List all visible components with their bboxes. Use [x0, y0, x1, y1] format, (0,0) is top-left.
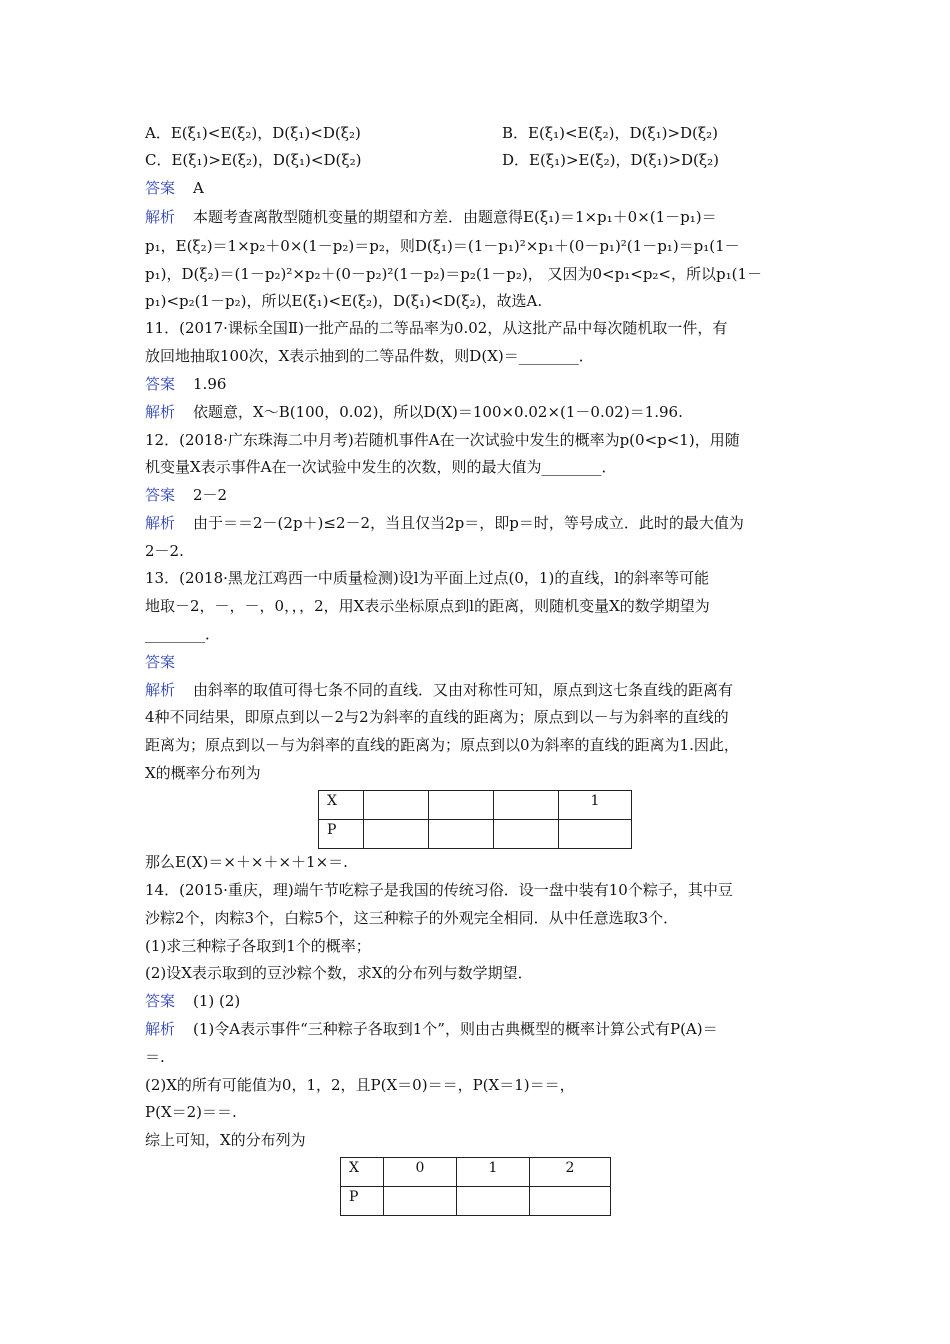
q11-analysis-text: 依题意，X～B(100，0.02)，所以D(X)＝100×0.02×(1－0.02)＝1.96.	[193, 403, 683, 421]
q14-text-4: (2)设X表示取到的豆沙粽个数，求X的分布列与数学期望．	[145, 964, 533, 982]
q12-text-2: 机变量X表示事件A在一次试验中发生的次数，则的最大值为________．	[145, 458, 617, 476]
q11-stem-1	[145, 317, 805, 339]
q10-analysis-3	[145, 263, 805, 285]
q12-analysis-text-2: 2－2.	[145, 542, 184, 560]
q12-answer	[145, 484, 805, 506]
q13-expectation	[145, 851, 805, 873]
q13-text-3: ________．	[145, 625, 221, 643]
q14-stem-3	[145, 935, 805, 957]
option-a: A．E(ξ₁)<E(ξ₂)，D(ξ₁)<D(ξ₂)	[145, 124, 361, 142]
table-cell	[429, 820, 494, 849]
table-cell	[494, 791, 559, 820]
q14-text-2: 沙粽2个，肉粽3个，白粽5个，这三种粽子的外观完全相同．从中任意选取3个．	[145, 909, 679, 927]
table-row	[341, 1187, 611, 1216]
q11-text-2: 放回地抽取100次，X表示抽到的二等品件数，则D(X)＝________．	[145, 347, 594, 365]
q14-stem-2	[145, 907, 805, 929]
analysis-label: 解析	[145, 403, 176, 421]
table-cell	[364, 791, 429, 820]
q13-distribution-table	[318, 790, 632, 849]
answer-label: 答案	[145, 375, 176, 393]
table-row	[341, 1158, 611, 1187]
q13-analysis-4	[145, 762, 805, 784]
q11-answer-value: 1.96	[193, 375, 227, 393]
q14-stem-1	[145, 879, 805, 901]
q12-stem-1	[145, 429, 805, 451]
option-row-ab	[145, 122, 805, 144]
q13-text-1: 13．(2018·黑龙江鸡西一中质量检测)设l为平面上过点(0，1)的直线，l的斜率等可能	[145, 569, 710, 587]
option-b: B．E(ξ₁)<E(ξ₂)，D(ξ₁)>D(ξ₂)	[502, 124, 719, 142]
table-cell	[429, 791, 494, 820]
q14-analysis-text-2: ＝.	[145, 1048, 165, 1066]
q10-answer-value: A	[193, 179, 204, 197]
q12-answer-value: 2－2	[193, 486, 228, 504]
q14-stem-4	[145, 962, 805, 984]
q14-analysis-3	[145, 1074, 805, 1096]
q12-analysis-text-1: 由于＝＝2－(2p＋)≤2－2，当且仅当2p＝，即p＝时，等号成立．此时的最大值为	[193, 514, 744, 532]
analysis-label: 解析	[145, 681, 176, 699]
analysis-label: 解析	[145, 208, 176, 226]
table-cell-value: 1	[457, 1158, 530, 1187]
q12-analysis-2	[145, 540, 805, 562]
table-cell	[457, 1187, 530, 1216]
q14-analysis-text-3: (2)X的所有可能值为0，1，2，且P(X＝0)＝＝，P(X＝1)＝＝，	[145, 1076, 575, 1094]
q12-stem-2	[145, 456, 805, 478]
q11-analysis	[145, 401, 805, 423]
analysis-label: 解析	[145, 514, 176, 532]
q13-expectation-text: 那么E(X)＝×＋×＋×＋1×＝.	[145, 853, 348, 871]
q13-analysis-text-1: 由斜率的取值可得七条不同的直线．又由对称性可知，原点到这七条直线的距离有	[193, 681, 734, 699]
q14-answer	[145, 990, 805, 1012]
q14-analysis-2	[145, 1046, 805, 1068]
q14-analysis-5	[145, 1129, 805, 1151]
q11-stem-2	[145, 345, 805, 367]
table-cell-value: 2	[530, 1158, 611, 1187]
q14-text-1: 14．(2015·重庆，理)端午节吃粽子是我国的传统习俗．设一盘中装有10个粽子，其中豆	[145, 881, 733, 899]
q14-analysis-text-5: 综上可知，X的分布列为	[145, 1131, 306, 1149]
q14-answer-value: (1) (2)	[193, 992, 241, 1010]
q14-analysis-4	[145, 1101, 805, 1123]
q13-stem-2	[145, 595, 805, 617]
q13-answer	[145, 651, 805, 673]
q11-answer	[145, 373, 805, 395]
table-cell	[364, 820, 429, 849]
q13-analysis-text-3: 距离为；原点到以－与为斜率的直线的距离为；原点到以0为斜率的直线的距离为1.因此，	[145, 736, 739, 754]
table-cell-p-header: P	[319, 820, 364, 849]
q10-analysis-text-2: p₁，E(ξ₂)＝1×p₂＋0×(1－p₂)＝p₂，则D(ξ₁)＝(1－p₁)²×p₁＋(0－p₁)²(1－p₁)＝p₁(1－	[145, 237, 740, 255]
q11-text-1: 11．(2017·课标全国Ⅱ)一批产品的二等品率为0.02，从这批产品中每次随机取一件，有	[145, 319, 728, 337]
table-cell	[530, 1187, 611, 1216]
q10-analysis-1	[145, 206, 805, 228]
answer-label: 答案	[145, 992, 176, 1010]
q13-stem-1	[145, 567, 805, 589]
q14-analysis-1	[145, 1018, 805, 1040]
table-cell-x-header: X	[341, 1158, 384, 1187]
q14-analysis-text-1: (1)令A表示事件“三种粽子各取到1个”，则由古典概型的概率计算公式有P(A)＝	[193, 1020, 718, 1038]
table-cell	[384, 1187, 457, 1216]
q10-answer	[145, 177, 805, 199]
table-cell	[559, 820, 632, 849]
q10-analysis-text-4: p₁)<p₂(1－p₂)，所以E(ξ₁)<E(ξ₂)，D(ξ₁)<D(ξ₂)，故选A.	[145, 292, 543, 310]
q10-analysis-text-1: 本题考查离散型随机变量的期望和方差．由题意得E(ξ₁)＝1×p₁＋0×(1－p₁)＝	[193, 208, 717, 226]
q14-distribution-table	[340, 1157, 611, 1216]
answer-label: 答案	[145, 653, 176, 671]
q10-analysis-4	[145, 290, 805, 312]
option-c: C．E(ξ₁)>E(ξ₂)，D(ξ₁)<D(ξ₂)	[145, 151, 362, 169]
q13-stem-3	[145, 623, 805, 645]
table-cell-value: 1	[559, 791, 632, 820]
answer-label: 答案	[145, 179, 176, 197]
table-cell	[494, 820, 559, 849]
analysis-label: 解析	[145, 1020, 176, 1038]
q13-analysis-1	[145, 679, 805, 701]
answer-label: 答案	[145, 486, 176, 504]
q13-analysis-2	[145, 706, 805, 728]
q13-analysis-text-4: X的概率分布列为	[145, 764, 261, 782]
table-row	[319, 820, 632, 849]
q13-analysis-3	[145, 734, 805, 756]
q14-text-3: (1)求三种粽子各取到1个的概率；	[145, 937, 371, 955]
option-row-cd	[145, 149, 805, 171]
table-cell-value: 0	[384, 1158, 457, 1187]
q10-analysis-2	[145, 235, 805, 257]
q12-analysis-1	[145, 512, 805, 534]
q13-text-2: 地取－2，－，－，0，，，2，用X表示坐标原点到l的距离，则随机变量X的数学期望为	[145, 597, 710, 615]
option-d: D．E(ξ₁)>E(ξ₂)，D(ξ₁)>D(ξ₂)	[502, 151, 720, 169]
q12-text-1: 12．(2018·广东珠海二中月考)若随机事件A在一次试验中发生的概率为p(0<p<1)，用随	[145, 431, 740, 449]
table-cell-p-header: P	[341, 1187, 384, 1216]
table-cell-x-header: X	[319, 791, 364, 820]
q14-analysis-text-4: P(X＝2)＝＝.	[145, 1103, 237, 1121]
q10-analysis-text-3: p₁)，D(ξ₂)＝(1－p₂)²×p₂＋(0－p₂)²(1－p₂)＝p₂(1－p₂)， 又因为0<p₁<p₂<，所以p₁(1－	[145, 265, 763, 283]
table-row	[319, 791, 632, 820]
q13-analysis-text-2: 4种不同结果，即原点到以－2与2为斜率的直线的距离为；原点到以－与为斜率的直线的	[145, 708, 729, 726]
